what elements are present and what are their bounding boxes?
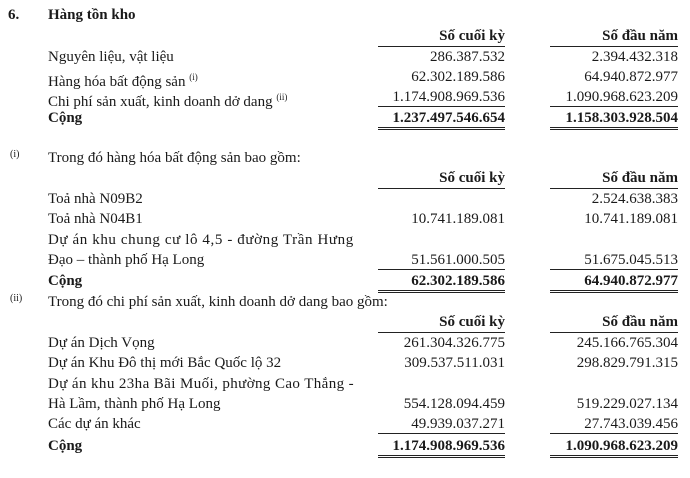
total-end-value: 62.302.189.586 [378, 272, 505, 293]
total-begin-value: 64.940.872.977 [550, 272, 678, 293]
row-begin-value: 2.524.638.383 [591, 191, 678, 207]
row-label: Nguyên liệu, vật liệu [48, 49, 174, 65]
row-begin-value: 298.829.791.315 [576, 355, 678, 371]
total-label: Cộng [48, 273, 83, 289]
row-label: Toả nhà N09B2 [48, 191, 143, 207]
total-end-value: 1.237.497.546.654 [378, 109, 505, 130]
row-label-line1: Dự án khu 23ha Bãi Muối, phường Cao Thắng - [48, 376, 355, 392]
total-begin-value: 1.090.968.623.209 [550, 437, 678, 458]
row-label-line2: Hà Lầm, thành phố Hạ Long [48, 396, 221, 412]
row-label-text: Hàng hóa bất động sản [48, 74, 186, 90]
row-label-line2: Đạo – thành phố Hạ Long [48, 252, 205, 268]
column-header-begin: Số đầu năm [550, 313, 678, 333]
row-begin-value: 519.229.027.134 [576, 396, 678, 412]
row-label: Toả nhà N04B1 [48, 211, 143, 227]
row-end-value: 49.939.037.271 [378, 415, 505, 434]
row-label: Các dự án khác [48, 416, 141, 432]
total-begin-value: 1.158.303.928.504 [550, 109, 678, 130]
row-label: Dự án Khu Đô thị mới Bắc Quốc lộ 32 [48, 355, 282, 371]
column-header-begin: Số đầu năm [550, 169, 678, 189]
row-begin-value: 10.741.189.081 [584, 211, 678, 227]
row-end-value: 1.174.908.969.536 [378, 88, 505, 107]
note-title: Trong đó hàng hóa bất động sản bao gồm: [48, 150, 301, 166]
total-label: Cộng [48, 110, 83, 126]
row-end-value: 261.304.326.775 [403, 335, 505, 351]
footnote-marker: (i) [10, 149, 20, 160]
row-label [48, 88, 287, 111]
section-title: Hàng tồn kho [48, 7, 136, 23]
row-end-value: 10.741.189.081 [411, 211, 505, 227]
total-end-value: 1.174.908.969.536 [378, 437, 505, 458]
row-label-line1: Dự án khu chung cư lô 4,5 - đường Trần Hưng [48, 232, 354, 248]
row-begin-value: 64.940.872.977 [584, 69, 678, 85]
column-header-end: Số cuối kỳ [378, 313, 505, 333]
row-end-value: 51.561.000.505 [378, 251, 505, 270]
row-begin-value: 2.394.432.318 [591, 49, 678, 65]
row-end-value: 62.302.189.586 [411, 69, 505, 85]
note-title: Trong đó chi phí sản xuất, kinh doanh dở dang bao gồm: [48, 294, 388, 310]
row-begin-value: 1.090.968.623.209 [550, 88, 678, 107]
column-header-begin: Số đầu năm [550, 27, 678, 47]
footnote-ref: (ii) [276, 92, 288, 102]
row-label-text: Chi phí sản xuất, kinh doanh dở dang [48, 94, 273, 110]
total-label: Cộng [48, 438, 83, 454]
column-header-end: Số cuối kỳ [378, 169, 505, 189]
column-header-end: Số cuối kỳ [378, 27, 505, 47]
footnote-marker: (ii) [10, 293, 23, 304]
row-end-value: 309.537.511.031 [404, 355, 505, 371]
row-begin-value: 245.166.765.304 [576, 335, 678, 351]
footnote-ref: (i) [189, 72, 198, 82]
row-begin-value: 27.743.039.456 [550, 415, 678, 434]
row-label: Dự án Dịch Vọng [48, 335, 155, 351]
row-end-value: 554.128.094.459 [403, 396, 505, 412]
row-begin-value: 51.675.045.513 [550, 251, 678, 270]
row-end-value: 286.387.532 [430, 49, 505, 65]
section-number: 6. [8, 7, 20, 23]
